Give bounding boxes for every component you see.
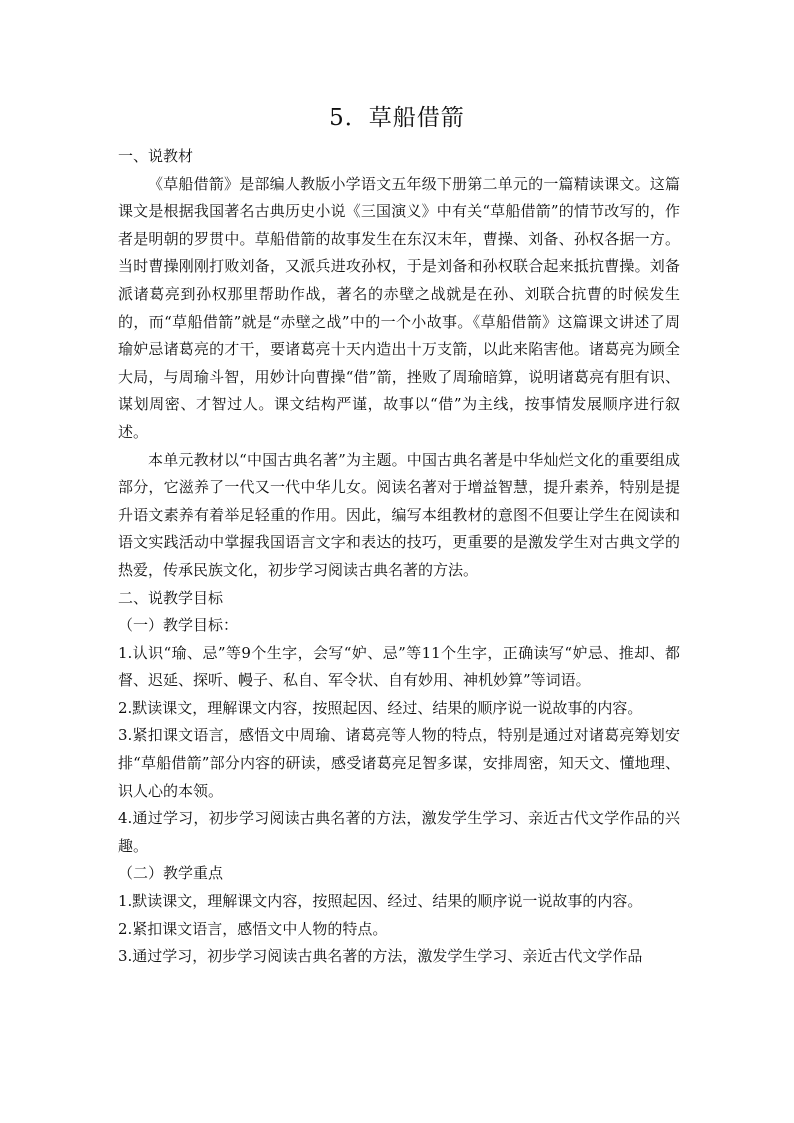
subheading-teaching-goals: （一）教学目标： [118,616,239,635]
goal-item-3: 3.紧扣课文语言，感悟文中周瑜、诸葛亮等人物的特点，特别是通过对诸葛亮筹划安排“草船借箭”部分内容的研读，感受诸葛亮足智多谋，安排周密，知天文、懂地理、识人心的本领。 [118,726,680,800]
subheading-key-points: （二）教学重点 [118,864,224,883]
paragraph-textbook-intro: 《草船借箭》是部编人教版小学语文五年级下册第二单元的一篇精读课文。这篇课文是根据我国著名古典历史小说《三国演义》中有关“草船借箭”的情节改写的，作者是明朝的罗贯中。草船借箭的故事发生在东汉末年，曹操、刘备、孙权各据一方。当时曹操刚刚打败刘备，又派兵进攻孙权，于是刘备和孙权联合起来抵抗曹操。刘备派诸葛亮到孙权那里帮助作战，著名的赤壁之战就是在孙、刘联合抗曹的时候发生的，而“草船借箭”就是“赤壁之战”中的一个小故事。《草船借箭》这篇课文讲述了周瑜妒忌诸葛亮的才干，要诸葛亮十天内造出十万支箭，以此来陷害他。诸葛亮为顾全大局，与周瑜斗智，用妙计向曹操“借”箭，挫败了周瑜暗算，说明诸葛亮有胆有识、谋划周密、才智过人。课文结构严谨，故事以“借”为主线，按事情发展顺序进行叙述。 [118,174,680,441]
paragraph-unit-theme: 本单元教材以“中国古典名著”为主题。中国古典名著是中华灿烂文化的重要组成部分，它滋养了一代又一代中华儿女。阅读名著对于增益智慧，提升素养，特别是提升语文素养有着举足轻重的作用。因此，编写本组教材的意图不但要让学生在阅读和语文实践活动中掌握我国语言文字和表达的技巧，更重要的是激发学生对古典文学的热爱，传承民族文化，初步学习阅读古典名著的方法。 [118,450,680,579]
goal-item-1: 1.认识“瑜、忌”等9个生字，会写“妒、忌”等11个生字，正确读写“妒忌、推却、都督、迟延、探听、幔子、私自、军令状、自有妙用、神机妙算”等词语。 [118,643,680,690]
key-point-item-3: 3.通过学习，初步学习阅读古典名著的方法，激发学生学习、亲近古代文学作品 [118,947,643,966]
section-heading-goals: 二、说教学目标 [118,588,224,607]
section-heading-textbook: 一、说教材 [118,147,194,165]
key-point-item-1: 1.默读课文，理解课文内容，按照起因、经过、结果的顺序说一说故事的内容。 [118,892,643,911]
document-title: 5．草船借箭 [329,105,465,131]
goal-item-4: 4.通过学习，初步学习阅读古典名著的方法，激发学生学习、亲近古代文学作品的兴趣。 [118,809,680,855]
goal-item-2: 2.默读课文，理解课文内容，按照起因、经过、结果的顺序说一说故事的内容。 [118,698,643,717]
document-body [118,143,680,971]
key-point-item-2: 2.紧扣课文语言，感悟文中人物的特点。 [118,919,388,938]
